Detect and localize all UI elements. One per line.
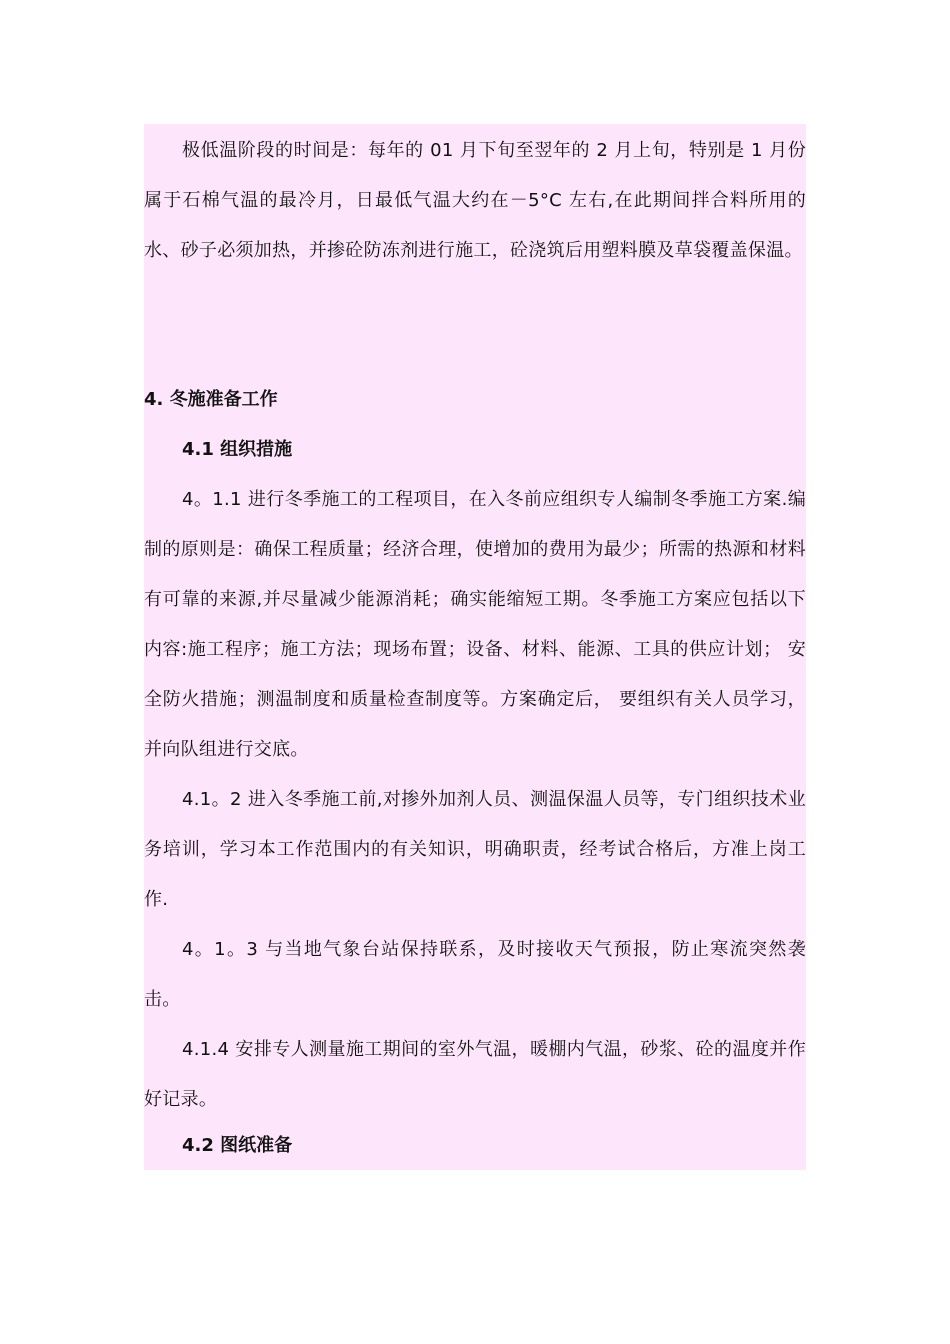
paragraph-4-1-4: 4.1.4 安排专人测量施工期间的室外气温，暖棚内气温，砂浆、砼的温度并作好记录。 <box>144 1039 806 1110</box>
paragraph-4-1-1: 4。1.1 进行冬季施工的工程项目，在入冬前应组织专人编制冬季施工方案.编制的原则是：确保工程质量；经济合理，使增加的费用为最少；所需的热源和材料有可靠的来源,并尽量减少能源消耗；确实能缩短工期。冬季施工方案应包括以下内容:施工程序；施工方法；现场布置；设备、材料、能源、工具的供应计划； 安全防火措施；测温制度和质量检查制度等。方案确定后， 要组织有关人员学习，并向队组进行交底。 <box>144 489 806 760</box>
subsection-heading-4-2: 4.2 图纸准备 <box>182 1135 293 1156</box>
highlighted-content-area <box>144 124 806 1170</box>
paragraph-4-1-3: 4。1。3 与当地气象台站保持联系，及时接收天气预报，防止寒流突然袭击。 <box>144 939 806 1010</box>
paragraph-4-1-2: 4.1。2 进入冬季施工前,对掺外加剂人员、测温保温人员等，专门组织技术业务培训，学习本工作范围内的有关知识，明确职责，经考试合格后，方准上岗工作. <box>144 789 806 910</box>
section-heading-4: 4. 冬施准备工作 <box>144 389 278 410</box>
paragraph-temperature: 极低温阶段的时间是：每年的 01 月下旬至翌年的 2 月上旬，特别是 1 月份属于石棉气温的最冷月，日最低气温大约在－5°C 左右,在此期间拌合料所用的水、砂子必须加热，并掺砼防冻剂进行施工，砼浇筑后用塑料膜及草袋覆盖保温。 <box>144 140 806 261</box>
subsection-heading-4-1: 4.1 组织措施 <box>182 439 293 460</box>
